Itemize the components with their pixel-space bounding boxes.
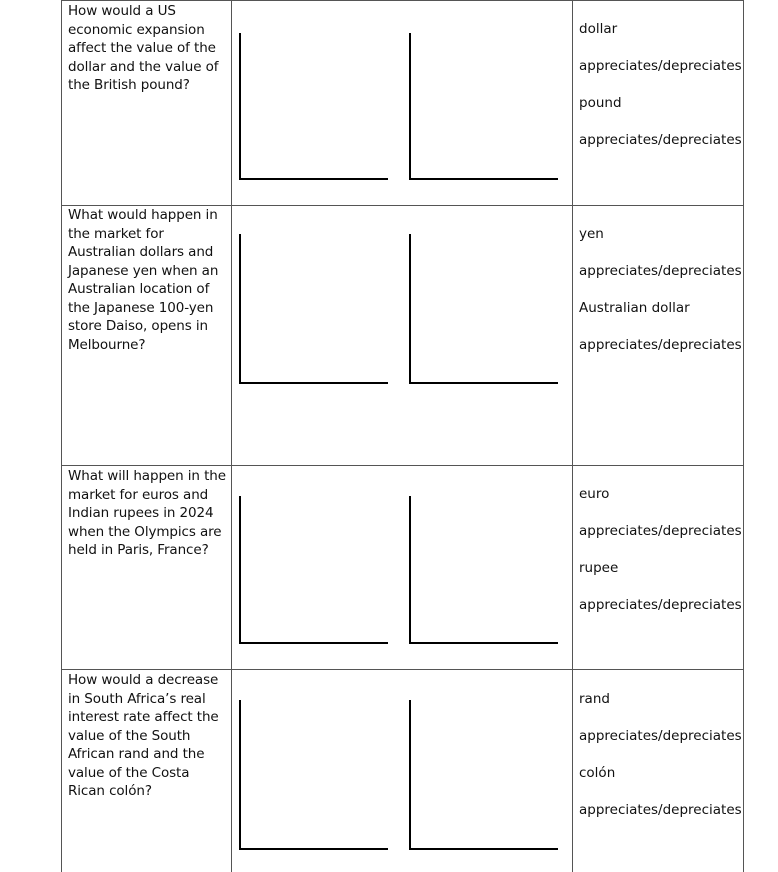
currency-label: yen [579,226,604,242]
question-text: What will happen in the market for euros and Indian rupees in 2024 when the Olympics are held in Paris, France? [68,468,226,558]
answer-choice: appreciates/depreciates [579,132,742,148]
answer-list [579,690,744,838]
table-row [0,669,778,872]
currency-label: dollar [579,21,618,37]
question-text: How would a decrease in South Africa’s real interest rate affect the value of the South African rand and the value of the Costa Rican colón? [68,672,219,799]
answer-choice: appreciates/depreciates [579,263,742,279]
table-row [0,465,778,669]
currency-label: colón [579,765,616,781]
answer-list [579,485,744,633]
currency-label: pound [579,95,622,111]
question-text: What would happen in the market for Australian dollars and Japanese yen when an Australian location of the Japanese 100-yen store Daiso, opens in Melbourne? [68,207,219,353]
answer-choice: appreciates/depreciates [579,58,742,74]
currency-label: Australian dollar [579,300,690,316]
answer-choice: appreciates/depreciates [579,523,742,539]
table-row [0,205,778,465]
answer-choice: appreciates/depreciates [579,728,742,744]
question-text: How would a US economic expansion affect the value of the dollar and the value of the British pound? [68,3,219,93]
answer-choice: appreciates/depreciates [579,337,742,353]
currency-label: euro [579,486,610,502]
answer-list [579,20,744,168]
table-row [0,0,778,205]
answer-choice: appreciates/depreciates [579,802,742,818]
currency-label: rupee [579,560,619,576]
answer-list [579,225,744,373]
answer-choice: appreciates/depreciates [579,597,742,613]
currency-label: rand [579,691,610,707]
